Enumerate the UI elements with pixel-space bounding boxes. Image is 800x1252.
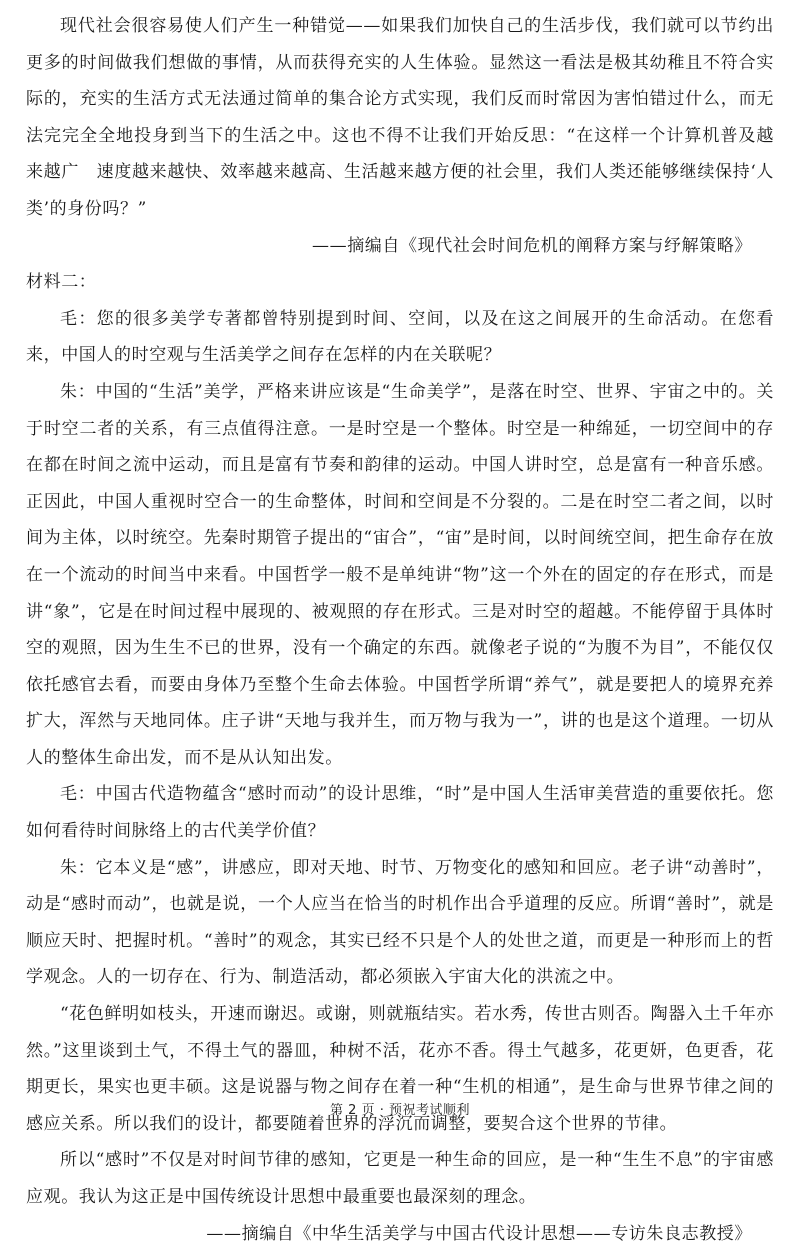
interview-question-one: 毛：您的很多美学专著都曾特别提到时间、空间，以及在这之间展开的生命活动。在您看来，中国人的时空观与生活美学之间存在怎样的内在关联呢？ xyxy=(26,308,774,366)
interview-answer-one: 朱：中国的“生活”美学，严格来讲应该是“生命美学”，是落在时空、世界、宇宙之中的。关于时空二者的关系，有三点值得注意。一是时空是一个整体。时空是一种绵延，一切空间中的存在都在时间之流中运动，而且是富有节奏和韵律的运动。中国人讲时空，总是富有一种音乐感。正因此，中国人重视时空合一的生命整体，时间和空间是不分裂的。二是在时空二者之间，以时间为主体，以时统空。先秦时期管子提出的“宙合”，“宙”是时间，以时间统空间，把生命存在放在一个流动的时间当中来看。中国哲学一般不是单纯讲“物”这一个外在的固定的存在形式，而是讲“象”，它是在时间过程中展现的、被观照的存在形式。三是对时空的超越。不能停留于具体时空的观照，因为生生不已的世界，没有一个确定的东西。就像老子说的“为腹不为目”，不能仅仅依托感官去看，而要由身体乃至整个生命去体验。中国哲学所谓“养气”，就是要把人的境界充养扩大，浑然与天地同体。庄子讲“天地与我并生，而万物与我为一”，讲的也是这个道理。一切从人的整体生命出发，而不是从认知出发。 xyxy=(26,381,774,768)
interview-answer-two-quote: “花色鲜明如枝头，开速而谢迟。或谢，则就瓶结实。若水秀，传世古则否。陶器入土千年亦然。”这里谈到土气，不得土气的器皿，种树不活，花亦不香。得土气越多，花更妍，色更香，花期更长，果实也更丰硕。这是说器与物之间存在着一种“生机的相通”，是生命与世界节律之间的感应关系。所以我们的设计，都要随着世界的浮沉而调整，要契合这个世界的节律。 xyxy=(26,1004,774,1134)
page-footer: 第 2 页 · 预祝考试顺利 xyxy=(330,1103,470,1118)
source-citation-one: ——摘编自《现代社会时间危机的阐释方案与纾解策略》 xyxy=(312,235,752,256)
interview-answer-two-conclusion: 所以“感时”不仅是对时间节律的感知，它更是一种生命的回应，是一种“生生不息”的宇宙感应观。我认为这正是中国传统设计思想中最重要也最深刻的理念。 xyxy=(26,1150,774,1207)
source-citation-two: ——摘编自《中华生活美学与中国古代设计思想——专访朱良志教授》 xyxy=(206,1223,752,1244)
interview-answer-two: 朱：它本义是“感”，讲感应，即对天地、时节、万物变化的感知和回应。老子讲“动善时”，动是“感时而动”，也就是说，一个人应当在恰当的时机作出合乎道理的反应。所谓“善时”，就是顺应天时、把握时机。“善时”的观念，其实已经不只是个人的处世之道，而更是一种形而上的哲学观念。人的一切存在、行为、制造活动，都必须嵌入宇宙大化的洪流之中。 xyxy=(26,857,774,988)
paragraph-material-one-body: 现代社会很容易使人们产生一种错觉——如果我们加快自己的生活步伐，我们就可以节约出更多的时间做我们想做的事情，从而获得充实的人生体验。显然这一看法是极其幼稚且不符合实际的，充实的生活方式无法通过简单的集合论方式实现，我们反而时常因为害怕错过什么，而无法完完全全地投身到当下的生活之中。这也不得不让我们开始反思：“在这样一个计算机普及越来越广 速度越来越快、效率越来越高、生活越来越方便的社会里，我们人类还能够继续保持‘人类’的身份吗？” xyxy=(26,16,774,219)
interview-question-two: 毛：中国古代造物蕴含“感时而动”的设计思维，“时”是中国人生活审美营造的重要依托。您如何看待时间脉络上的古代美学价值？ xyxy=(26,784,774,842)
section-heading-material-two: 材料二： xyxy=(26,272,97,293)
